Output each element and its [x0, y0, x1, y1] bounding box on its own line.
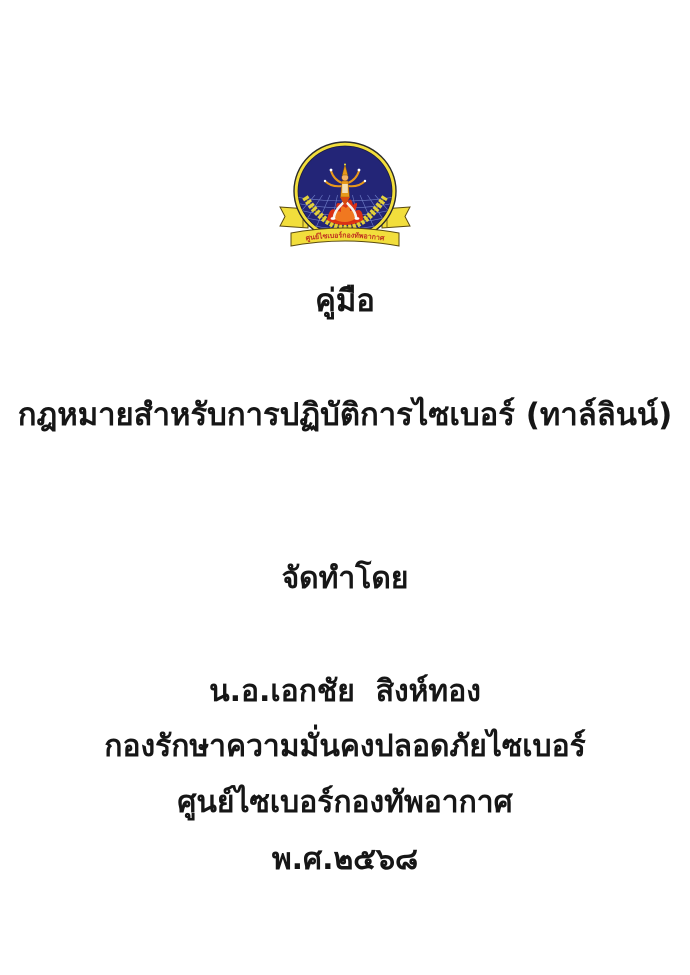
- organization-name: ศูนย์ไซเบอร์กองทัพอากาศ: [177, 785, 513, 820]
- document-title: กฎหมายสำหรับการปฏิบัติการไซเบอร์ (ทาล์ลินน์): [17, 397, 673, 433]
- seal-banner-text: ศูนย์ไซเบอร์กองทัพอากาศ: [305, 231, 385, 243]
- rtaf-cyber-center-seal-icon: [277, 141, 413, 255]
- prepared-by-label: จัดทำโดย: [281, 561, 409, 596]
- seal-svg: [277, 141, 413, 255]
- publication-year: พ.ศ.๒๕๖๘: [271, 842, 419, 877]
- handbook-label: คู่มือ: [315, 283, 375, 319]
- author-name: น.อ.เอกชัย สิงห์ทอง: [209, 674, 481, 709]
- department-name: กองรักษาความมั่นคงปลอดภัยไซเบอร์: [104, 729, 586, 764]
